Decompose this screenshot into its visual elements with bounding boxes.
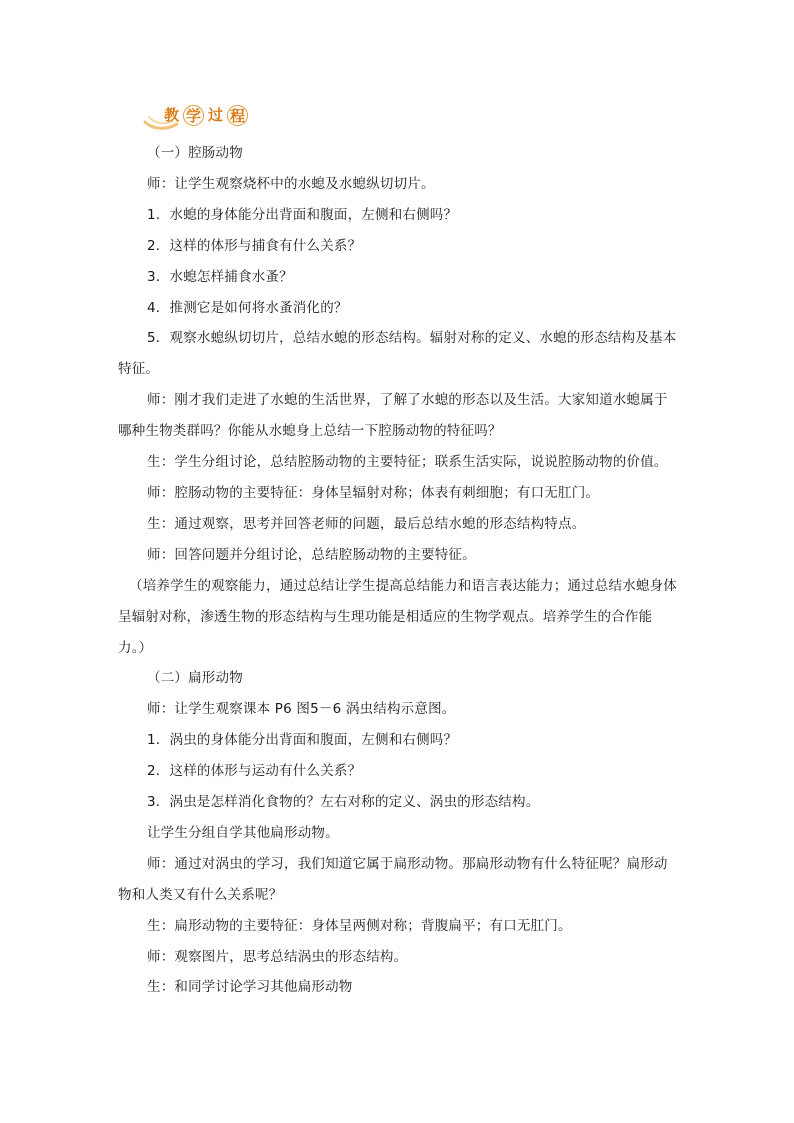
question-item: 3．水螅怎样捕食水蚤？ bbox=[147, 268, 293, 285]
paragraph: 师：观察图片，思考总结涡虫的形态结构。 bbox=[147, 948, 408, 965]
section-heading-coelenterata: （一）腔肠动物 bbox=[147, 145, 243, 161]
badge-char-1: 教 bbox=[163, 106, 179, 124]
badge-char-2: 学 bbox=[183, 105, 204, 126]
paragraph: 生：学生分组讨论，总结腔肠动物的主要特征；联系生活实际，说说腔肠动物的价值。 bbox=[147, 454, 668, 471]
paragraph: 生：通过观察，思考并回答老师的问题，最后总结水螅的形态结构特点。 bbox=[147, 515, 586, 532]
teaching-note: （培养学生的观察能力，通过总结让学生提高总结能力和语言表达能力；通过总结水螅身体呈辐射对称，渗透生物的形态结构与生理功能是相适应的生物学观点。培养学生的合作能力。） bbox=[118, 577, 677, 656]
paragraph: 师：通过对涡虫的学习，我们知道它属于扁形动物。那扁形动物有什么特征呢？扁形动物和人类又有什么关系呢？ bbox=[118, 855, 668, 903]
badge-char-3: 过 bbox=[207, 106, 223, 124]
question-item: 2．这样的体形与捕食有什么关系？ bbox=[147, 237, 362, 254]
paragraph: 让学生分组自学其他扁形动物。 bbox=[147, 824, 339, 841]
paragraph: 生：和同学讨论学习其他扁形动物 bbox=[147, 979, 353, 996]
paragraph: 师：腔肠动物的主要特征：身体呈辐射对称；体表有刺细胞；有口无肛门。 bbox=[147, 484, 600, 501]
question-item: 3．涡虫是怎样消化食物的？左右对称的定义、涡虫的形态结构。 bbox=[147, 794, 540, 811]
question-item: 5．观察水螅纵切切片，总结水螅的形态结构。辐射对称的定义、水螅的形态结构及基本特征。 bbox=[118, 330, 677, 378]
question-item: 1．水螅的身体能分出背面和腹面，左侧和右侧吗？ bbox=[147, 206, 458, 223]
paragraph: 生：扁形动物的主要特征：身体呈两侧对称；背腹扁平；有口无肛门。 bbox=[147, 917, 572, 934]
paragraph: 师：让学生观察课本 P6 图5－6 涡虫结构示意图。 bbox=[147, 701, 456, 718]
question-item: 1．涡虫的身体能分出背面和腹面，左侧和右侧吗？ bbox=[147, 732, 458, 749]
paragraph: 师：让学生观察烧杯中的水螅及水螅纵切切片。 bbox=[147, 175, 435, 192]
badge-char-4: 程 bbox=[227, 105, 248, 126]
paragraph: 师：回答问题并分组讨论，总结腔肠动物的主要特征。 bbox=[147, 546, 476, 563]
paragraph: 师：刚才我们走进了水螅的生活世界，了解了水螅的形态以及生活。大家知道水螅属于哪种生物类群吗？你能从水螅身上总结一下腔肠动物的特征吗？ bbox=[118, 392, 668, 440]
section-heading-platyhelminthes: （二）扁形动物 bbox=[147, 670, 243, 687]
lesson-body bbox=[118, 138, 678, 1003]
question-item: 4．推测它是如何将水蚤消化的？ bbox=[147, 299, 348, 316]
section-heading-badge bbox=[143, 102, 249, 132]
question-item: 2．这样的体形与运动有什么关系？ bbox=[147, 763, 362, 780]
